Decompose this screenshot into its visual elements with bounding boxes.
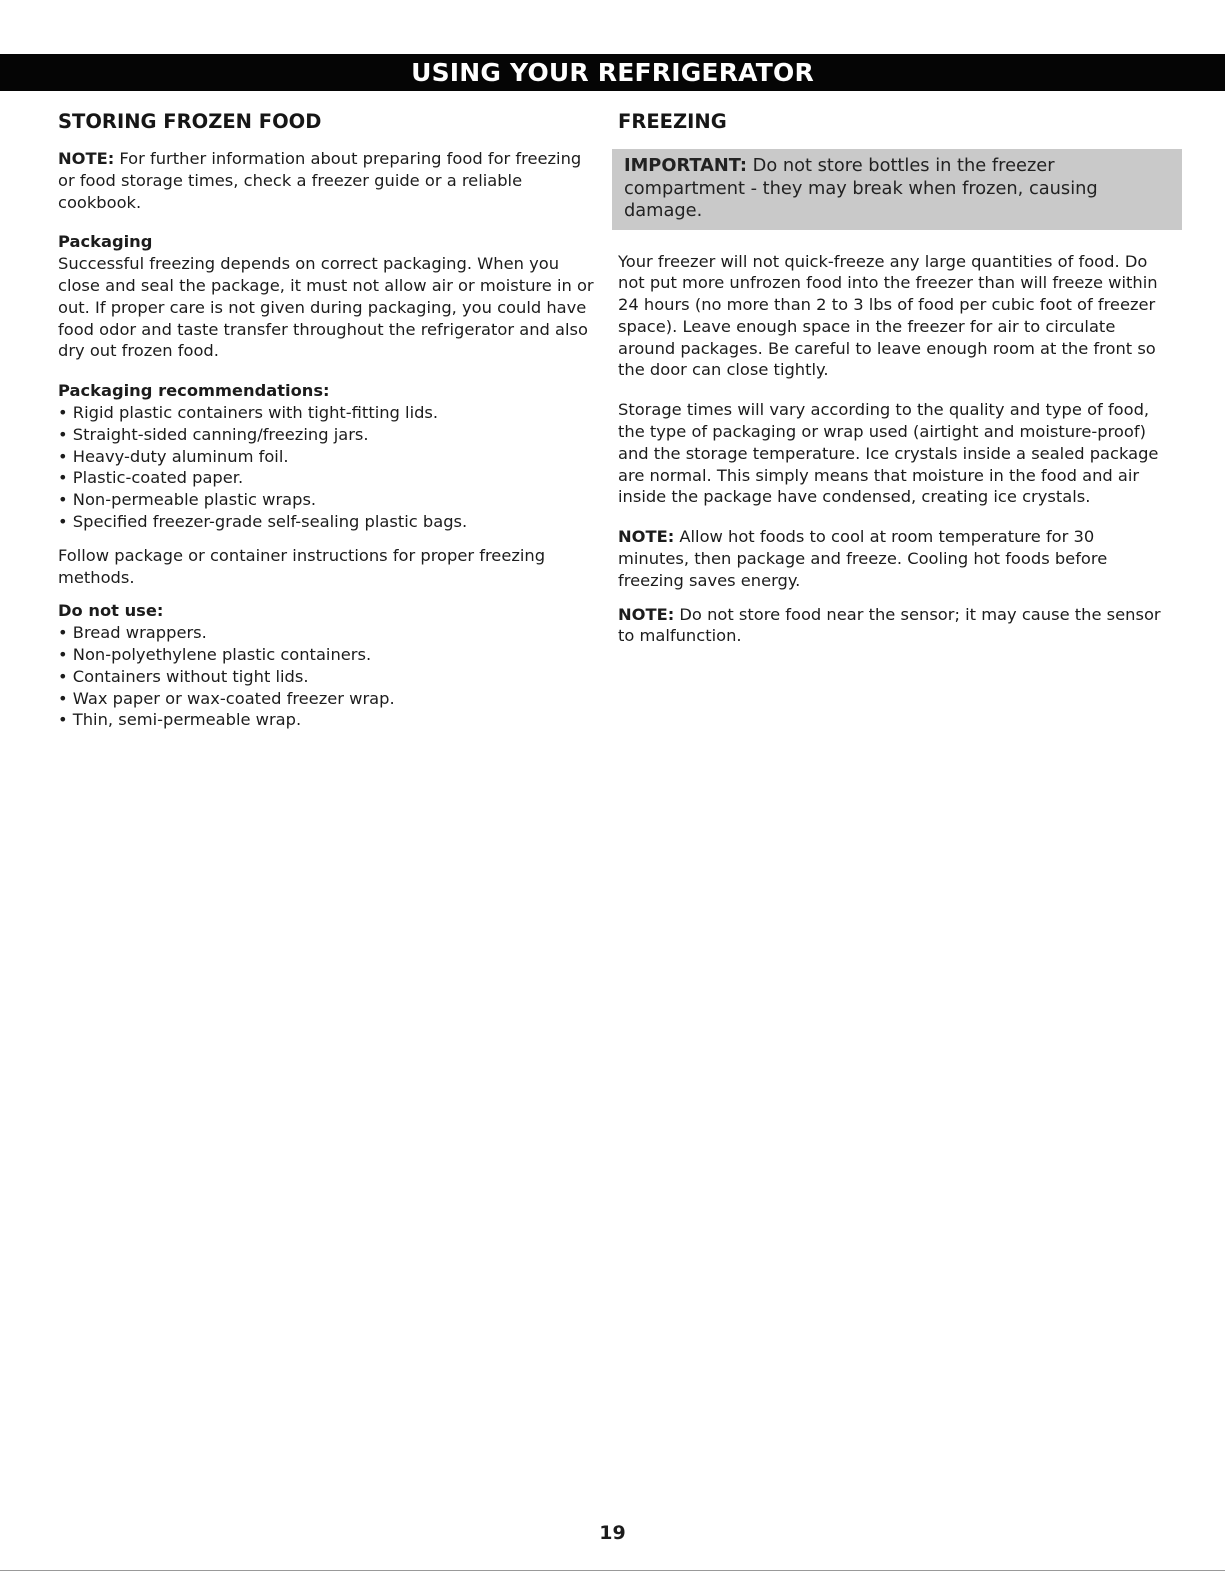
note-label: NOTE: [618,604,675,624]
bottom-rule [0,1570,1225,1571]
list-item: • Plastic-coated paper. [58,467,598,489]
list-item: • Specified freezer-grade self-sealing plastic bags. [58,511,598,533]
important-text: Do not store bottles in the freezer compartment - they may break when frozen, causing damage. [624,155,1098,221]
list-item: • Straight-sided canning/freezing jars. [58,424,598,446]
freezing-heading: FREEZING [618,110,727,133]
storage-times-text: Storage times will vary according to the quality and type of food, the type of packaging or wrap used (airtight and moisture-proof) and the storage temperature. Ice crystals inside a sealed package are normal. This simply means that moisture in the food and air inside the package have condensed, creating ice crystals. [618,400,1159,507]
recommendations-list [58,402,598,533]
important-label: IMPORTANT: [624,155,748,176]
note-paragraph [58,148,598,213]
list-item: • Bread wrappers. [58,622,598,644]
list-item: • Non-polyethylene plastic containers. [58,644,598,666]
note-text: Do not store food near the sensor; it may cause the sensor to malfunction. [618,604,1161,646]
storing-frozen-food-heading: STORING FROZEN FOOD [58,110,322,133]
left-column [58,109,598,743]
do-not-use-title: Do not use: [58,601,164,621]
list-item: • Containers without tight lids. [58,666,598,688]
packaging-text: Successful freezing depends on correct packaging. When you close and seal the package, it must not allow air or moisture in or out. If proper care is not given during packaging, you could have food odor and taste transfer throughout the refrigerator and also dry out frozen food. [58,254,594,361]
list-item: • Thin, semi-permeable wrap. [58,709,598,731]
list-item: • Non-permeable plastic wraps. [58,489,598,511]
do-not-use-list [58,622,598,731]
sensor-note [618,604,1170,648]
page-number: 19 [599,1522,626,1544]
list-item: • Heavy-duty aluminum foil. [58,446,598,468]
list-item: • Rigid plastic containers with tight-fitting lids. [58,402,598,424]
important-callout [612,149,1182,230]
right-column [618,109,1170,659]
follow-instructions-text: Follow package or container instructions for proper freezing methods. [58,545,546,587]
note-label: NOTE: [58,149,115,168]
freezer-capacity-text: Your freezer will not quick-freeze any large quantities of food. Do not put more unfrozen food into the freezer than will freeze within 24 hours (no more than 2 to 3 lbs of food per cubic foot of freezer space). Leave enough space in the freezer for air to circulate around packages. Be careful to leave enough room at the front so the door can close tightly. [618,251,1158,380]
recommendations-title: Packaging recommendations: [58,381,330,401]
note-label: NOTE: [618,527,675,547]
note-text: For further information about preparing food for freezing or food storage times, check a freezer guide or a reliable cookbook. [58,149,582,212]
hot-food-note [618,526,1170,591]
page-banner: USING YOUR REFRIGERATOR [0,54,1225,91]
note-text: Allow hot foods to cool at room temperature for 30 minutes, then package and freeze. Cooling hot foods before freezing saves energy. [618,527,1108,590]
packaging-title: Packaging [58,232,153,252]
list-item: • Wax paper or wax-coated freezer wrap. [58,688,598,710]
